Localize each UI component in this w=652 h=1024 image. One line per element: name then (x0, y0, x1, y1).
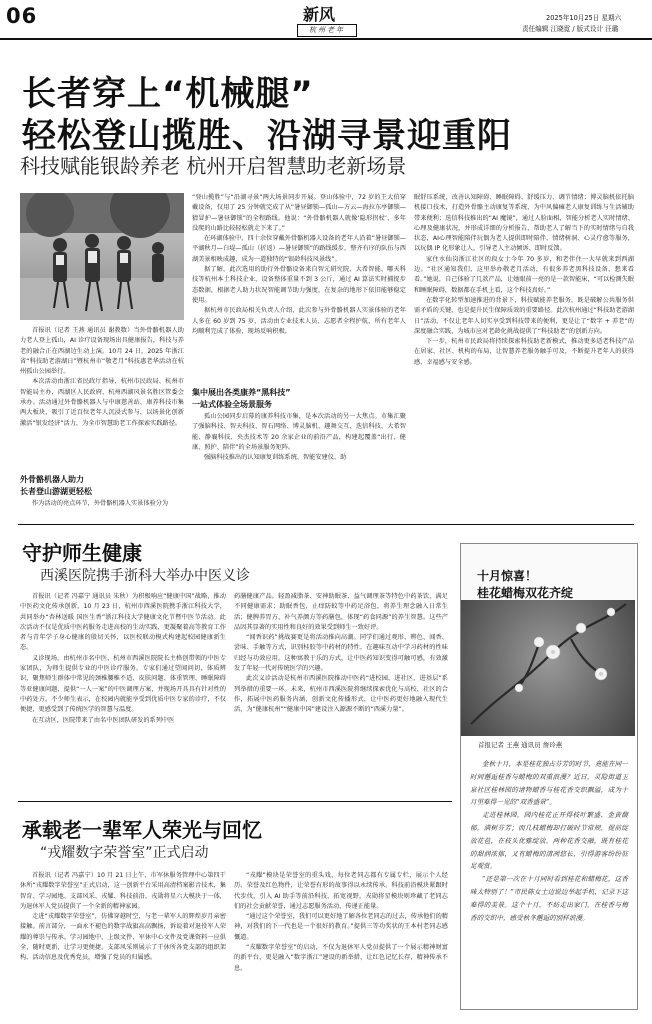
story2-column-2 (234, 592, 448, 792)
photo-feature-verse (470, 758, 628, 1003)
lead-paragraph: 强脑科技推出的认知康复训练系统、智能安建仪、助 (204, 454, 347, 462)
lead-paragraph: 首报讯（记者 王燕 通讯员 谢教数）当外骨骼机器人助力老人登上孤山，AI 诊疗设备现场出具健康报告，科技与养老的融合正在西湖边生动上演。10月 24 日，2025 年浙江省“科技助老游湖日”暨杭州市“敬老月”科技惠老华活动在杭州孤山公园举行。 (20, 327, 184, 376)
verse-paragraph: “还是第一次在十月同时看到桂花和蜡梅花，这香味太特别了！”市民陈女士边说边举起手机，记录下这难得的美景。这个十月，不妨走出家门，在桂香与梅香的交织中，感受秋冬邂逅的别样浪漫。 (470, 875, 628, 922)
verse-paragraph: 金秋十月，本是桂花独占芬芳的时节，竟能在同一时间邂逅桂香与蜡梅的双重浪漫？近日，灵隐街道玉泉社区桂林园的诸物蜡香与桂花香交织飘溢，成为十月里难得一见的“双香盛景”。 (470, 760, 628, 807)
story2-column-1 (20, 592, 226, 792)
photo-feature-title-2: 桂花蜡梅双花齐绽 (477, 586, 574, 600)
page-number: 06 (6, 4, 38, 28)
lead-paragraph: 眠舒压系统，改善认知障碍、睡眠障碍、舒缓压力、调节情绪；博灵脑机依托脑机接口技术，打造外骨骼主动康复等系统，为中风偏瘫老人康复训练与生活辅助带来便利；迭信科技推出的“AI 魔镜”，通过人脸面相，智能分析老人实时情绪、心理及健康状况，并形成详细的分析报告，帮助老人了解当下的实时情绪与自我状态，AI心理智能陪伴玩偶为老人提供即时陪伴、情绪树洞、心灵疗愈等服务，以玩偶 IP 化形象让人，引导老人主动倾诉、即时反馈。 (414, 194, 634, 253)
lead-column-1-continued (20, 499, 184, 513)
lead-col1-subhead: 外骨骼机器人助力 长者登山游湖更轻松 (20, 475, 92, 496)
lead-paragraph: “登山揽胜”与“沿湖寻景”两大场景同步开展。登山体验中，72 岁的王大伯穿戴设备，仅用了 25 分钟就完成了从“暑昼御锁—孤山—方云—海拉东亭御锁—猜冒护—暑昼御锁”的全程路线。他说：“外骨骼机器人就像‘隐形拐杖’，多年没爬的山路比较轻松就走下来了。” (192, 194, 406, 232)
issue-date: 2025年10月25日 星期六 (546, 14, 622, 22)
story2-paragraph: 义诊现场，由杭州市名中医、杭州市西溪医院院长主格创带领的中医专家团队，为师生提供专业的中医诊疗服务。专家们通过望闻问切、体质辨识，聚焦师生群体中常见的颈椎腰椎不适、皮肤问题、体重管理、睡眠障碍等亚健康问题，提供“一人一案”的中医调理方案，并现场开具具有针对性的中药处方。不少师生表示，在校园内就能享受到优质中医专家的诊疗，不仅便捷，更感受到了传统医学的智慧与温度。 (20, 654, 226, 714)
section-badge: 杭州老年 (297, 24, 357, 37)
lead-paragraph: 本次活动由浙江省民政厅指导，杭州市民政局、杭州市智能局主办，西湖区人民政府、杭州西湖风景名胜区管委会承办。活动通过外骨骼机器人与中康慈善站、康养科技市集两大板块，吸引了近百位老年人沉浸式参与，以场景化创新激活“银发经济”活力，为全市智慧助老工作探索实践路径。 (20, 378, 184, 427)
lead-column-3 (414, 193, 634, 516)
lead-paragraph: 在环湖体验中，四十余位穿戴外骨骼机器人设备的老年人沿着“暑昼御锁—平湖秋月—白堤—孤山（折返）—暑昼御锁”的路线缓步，整齐有序的队伍与西湖美景相映成趣，成为一道独特的“银龄科技风景线”。 (192, 235, 406, 263)
header-rule (0, 38, 652, 40)
section-divider (18, 801, 452, 802)
story2-paragraph: “闻香识药”挑战赛更是将活动推向高潮。同学们通过观形、辨色、闻香、尝味、手触等方式，识别桂胶等中药材的特性，在趣味互动中学习药材的性味归经与功效应用。这种寓教于乐的方式，让中医药知识变得可触可感，有效激发了年轻一代对传统医学的兴趣。 (234, 634, 448, 673)
story3-column-1 (20, 871, 226, 1019)
lead-paragraph: 下一步，杭州市民政局将持续探索科技助老新模式，推动更多适老科技产品在居家、社区、机构的布局，让智慧养老服务触手可及，不断提升老年人的获得感、幸福感与安全感。 (414, 338, 634, 366)
lead-paragraph: 孤山公园同步启幕的康养科技市集，是本次活动的另一大焦点。市集汇聚了强脑科技、智天科技、智石网络、博灵脑机、趣舞交互、迭信科技、大希智能、静襄科技、央杰技术等 20 余家企业的前沿产品，构建起覆盖“出行、健康、照护、陪伴”的全场景服务矩阵。 (192, 413, 406, 451)
photo-feature-caption: 首报记者 王燕 通讯员 詹玲燕 (478, 741, 563, 749)
story2-subheadline: 西溪医院携手浙科大举办中医义诊 (40, 568, 250, 584)
story2-headline: 守护师生健康 (22, 541, 142, 565)
story2-paragraph: 药膳健康产品。轻盈减脂茶、安神助眠茶、益气调理茶等特色中药茶饮，满足不同健康需求；助眠香包、止痒防蚊等中药足浴包，将养生理念融入日常生活；健脾养胃方、补气养颜方等药膳包，体现“药食同源”的养生智慧。这些产品因其显著的实用性和良好的效果受到师生一致好评。 (234, 593, 448, 631)
story2-paragraph: 首报讯（记者 冯嘉宁 通讯员 朱秋）为积极响应“健康中国”战略，推动中医药文化传承创新，10 月 23 日，杭州市西溪医院携手浙江科技大学，共同举办“杏林送暖 国医生香”浙江科技大学健康文化节暨中医节活动。此次活动不仅是优质中医药服务走进高校的生动实践，更凝聚着高等教育工作者与青年学子身心健康的殷切关怀，以医校联动模式构建起校园健康新生态。 (20, 593, 226, 652)
story2-paragraph: 在互动区，医院带来了由名中医团队研发的系列中医 (32, 716, 175, 724)
lead-column-2 (192, 193, 406, 389)
story3-column-2 (234, 871, 448, 1019)
lead-column-2-continued (192, 412, 406, 516)
lead-col2-subhead: 集中展出各类康养“黑科技” 一站式体验全场景服务 (192, 388, 291, 409)
lead-headline-line1: 长者穿上“机械腿” (22, 74, 314, 114)
lead-paragraph: 在数字化转型加速推进的背景下，科技赋能养老服务，既是破解公共服务供需矛盾的关键，也是提升民生保障质效的重要路径。此次杭州通过“科技助老游湖日”活动，不仅让老年人切实享受到科技带来的便利，更是让了“数字 + 养老”的深度融合实践，为城市应对老龄化挑战提供了“科技助老”的创新方向。 (414, 296, 634, 335)
lead-paragraph: 家住水仙岗浙江社区的段女士今年 70 多岁，和老伴住一大早就来到西湖边。“社区通知我们，这里举办敬老月活动，有很多养老黑科技设备，想来看看。”她说，自己体验了几款产品，让她眼前一亮的是一款智能床，“可以检测失眠和睡眠障碍，数据都在手机上看，这个科技真好。” (414, 255, 634, 294)
story3-paragraph: “戎耀数字荣誉室”的启动，不仅为退休军人党员提供了一个展示精神财富的新平台，更是融入“数字浙江”建设的新举措，让红色记忆长存，精神传承不息。 (234, 944, 448, 972)
lead-photo (20, 193, 184, 320)
editor-credits: 责任编辑 江晓霓 / 版式设计 汪璐 (522, 25, 619, 33)
section-title: 新风 (303, 5, 336, 24)
lead-headline-line2: 轻松登山揽胜、沿湖寻景迎重阳 (22, 116, 512, 156)
story3-paragraph: “戎耀”模块是荣誉室的重头戏，每位老同志都有专属专栏，展示个人经历、荣誉及红色物件，让荣誉有形的故事得以永续传承。科技前沿模块紧跟时代步伐，引入 AI 助手等前沿科技，拓宽视野。戎勋将星模块则珍藏了老同志们的社会贡献荣誉，通过志愿服务活动，传递正能量。 (234, 872, 448, 910)
lead-subheadline: 科技赋能银龄养老 杭州开启智慧助老新场景 (20, 154, 407, 178)
lead-paragraph: 据了解，此次选用的助行外骨骼设备来自智元研究院、大希智能、哪天科技等杭州本土科技企业，设备整体重量不到 3 公斤，通过 AI 算法实时捕捉步态数据，根据老人助力状况智能调节助力强度，在复杂的地形下依旧能够稳定使用。 (192, 266, 406, 304)
story3-paragraph: 首报讯（记者 冯嘉宁）10 月 21 日上午，市军休服务管理中心第四干休所“戎耀数字荣誉室”正式启动，这一创新平台采用高清档案影音技术，集智育、学习园地、支部风采、戎耀、科技前沿、戎勋将星六大模块于一体，为退休军人党员提供了一个全新的精神家园。 (20, 872, 226, 910)
story2-paragraph: 此次义诊活动是杭州市西溪医院推动中医药“进校园、进社区、进基层”系列举措的重要一环。未来，杭州市西溪医院将继续探索优化与高校、社区的合作，拓展中医药服务内涵，创新文化传播形式，让中医药更好地融入现代生活，为“健康杭州”“健康中国”建设注入源源不断的“西溪力量”。 (234, 675, 448, 714)
lead-paragraph: 据杭州市民政局相关负责人介绍，此次参与外骨骼机器人实景体验的老年人多在 60 岁到 75 岁，活动由专业技术人员、志愿者全程护航，所有老年人均顺利完成了体验，现场反响积极。 (192, 307, 406, 335)
story3-subheadline: “戎耀数字荣誉室”正式启动 (40, 845, 209, 861)
section-divider (18, 524, 634, 525)
photo-feature-title-1: 十月惊喜！ (477, 569, 538, 583)
lead-column-1 (20, 326, 184, 486)
story3-paragraph: 走进“戎耀数字荣誉室”，仿佛穿越时空，与老一辈军人的辉煌岁月亲密接触。前言部分，一面永不褪色的数字战旗高高飘扬，诉说着对退役军人荣耀的尊崇与传承。学习园地中，上级文件、军休中心文件及党课资料一应俱全，随时更新，让学习更便捷。支部风采则展示了干休所各党支部的组织架构、活动信息及优秀党员，增强了党员的归属感。 (20, 913, 226, 962)
story3-headline: 承载老一辈军人荣光与回忆 (22, 818, 262, 842)
verse-paragraph: 走进桂林园，园内桂花正开得枝叶繁盛、金黄馥郁，满树芬芳；而几枝蜡梅却打破时节常规，提前绽放花苞，在枝头优雅绽放。两种花香交融，既有桂花的甜润浓郁，又有蜡梅的清冽悠长，引得游客纷纷驻足观赏。 (470, 811, 628, 871)
story3-paragraph: “通过这个荣誉室，我们可以更好地了解各位老同志的过去，传承他们的精神，对我们的下一代也是一个很好的教育。”提供三等功奖状的王本村老同志感慨道。 (234, 913, 448, 941)
lead-paragraph: 作为活动的亮点环节，外骨骼机器人实景体验分为 (32, 500, 169, 507)
